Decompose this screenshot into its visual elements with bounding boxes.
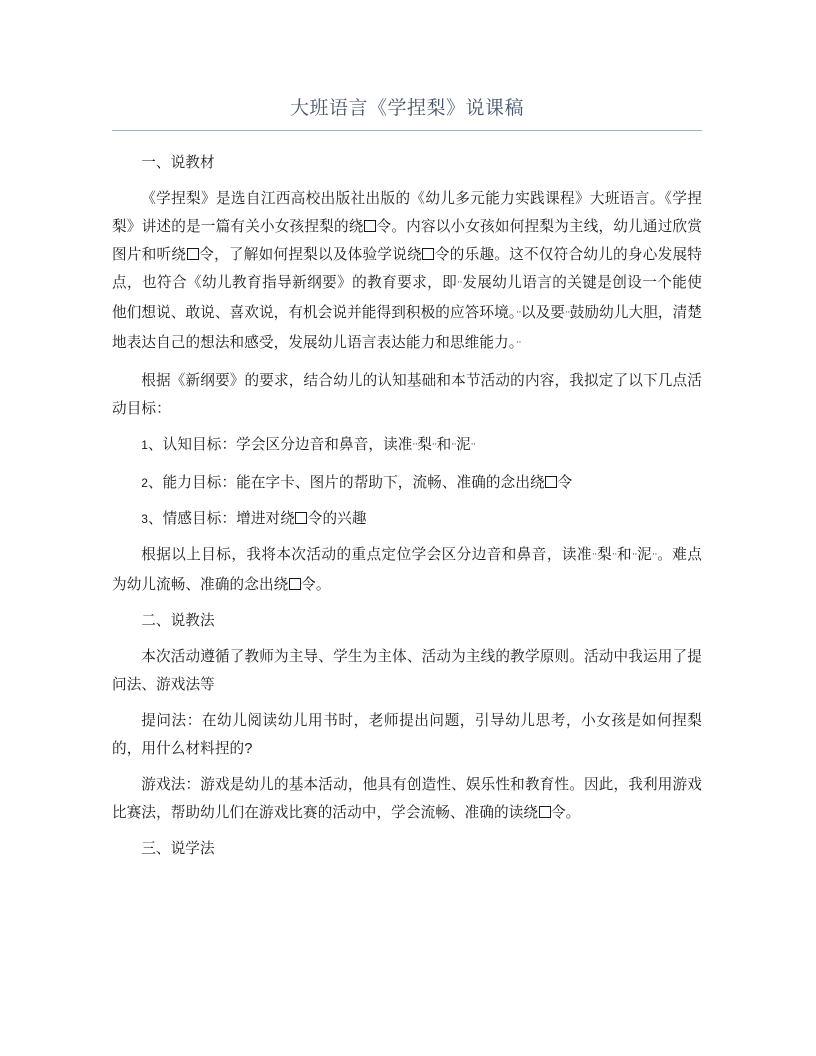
list-item-goal-1 bbox=[112, 431, 702, 461]
section-heading-2-text: 二、说教法 bbox=[141, 613, 215, 629]
para3-seg-c: 令。 bbox=[301, 577, 331, 593]
quote-mark-icon: ·· bbox=[431, 440, 437, 450]
para2-text: 根据《新纲要》的要求，结合幼儿的认知基础和本节活动的内容，我拟定了以下几点活动目标： bbox=[112, 373, 702, 417]
missing-glyph-box-icon bbox=[422, 248, 434, 260]
paragraph-goals-intro bbox=[112, 367, 702, 423]
para1-seg-e: 发展幼儿语言的关键是创设一个能使他们想说、敢说、喜欢说，有机会说并能得到积极的应答环境。 bbox=[112, 275, 702, 321]
goal1-text: 认知目标：学会区分边音和鼻音，读准 bbox=[162, 437, 413, 453]
para1-seg-d: 令的乐趣。这不仅符合幼儿的身心发展特点，也符合《幼儿教育指导新纲要》的教育要求，即 bbox=[112, 247, 702, 291]
para3-seg-b: 。难点为幼儿流畅、准确的念出绕 bbox=[112, 547, 702, 593]
section-heading-3-text: 三、说学法 bbox=[141, 841, 215, 857]
para3-word-b: 泥 bbox=[636, 547, 653, 563]
goal2-text-a: 能力目标：能在字卡、图片的帮助下，流畅、准确的念出绕 bbox=[162, 475, 545, 491]
title-divider bbox=[112, 130, 702, 131]
page-title-text: 大班语言《学捏梨》说课稿 bbox=[289, 98, 524, 119]
section-heading-2 bbox=[112, 607, 702, 635]
quote-mark-icon: ·· bbox=[591, 550, 597, 560]
list-marker-number: 2 bbox=[141, 476, 148, 490]
page-title bbox=[112, 0, 702, 122]
list-item-goal-3 bbox=[112, 505, 702, 533]
quote-mark-icon: ·· bbox=[451, 440, 457, 450]
quote-mark-icon: ·· bbox=[470, 440, 476, 450]
goal3-text-a: 情感目标：增进对绕 bbox=[162, 511, 295, 527]
quote-mark-icon: ·· bbox=[516, 338, 521, 348]
section-heading-1 bbox=[112, 149, 702, 177]
quote-mark-icon: ·· bbox=[611, 550, 617, 560]
list-marker-number: 3 bbox=[141, 512, 148, 526]
para6-seg-b: 令。 bbox=[550, 805, 581, 821]
quote-mark-icon: ·· bbox=[412, 440, 418, 450]
quote-mark-icon: ·· bbox=[632, 550, 637, 560]
missing-glyph-box-icon bbox=[289, 578, 301, 590]
para1-seg-b: 令。内容以小女孩如何捏梨为主线，幼儿通过欣赏图片和听绕 bbox=[112, 219, 703, 263]
section-heading-3 bbox=[112, 835, 702, 863]
goal1-word-b: 泥 bbox=[456, 437, 471, 453]
list-marker-sep: 、 bbox=[147, 437, 163, 453]
quote-mark-icon: ·· bbox=[516, 308, 521, 318]
para3-word-a: 梨 bbox=[596, 547, 612, 563]
missing-glyph-box-icon bbox=[539, 806, 551, 818]
para1-seg-c: 令，了解如何捏梨以及体验学说绕 bbox=[199, 247, 422, 263]
para3-mid: 和 bbox=[616, 547, 633, 563]
missing-glyph-box-icon bbox=[364, 220, 376, 232]
list-marker-number: 1 bbox=[141, 438, 148, 452]
quote-mark-icon: ·· bbox=[457, 278, 462, 288]
goal1-word-a: 梨 bbox=[417, 437, 432, 453]
goal1-mid: 和 bbox=[436, 437, 452, 453]
para4-text: 本次活动遵循了教师为主导、学生为主体、活动为主线的教学原则。活动中我运用了提问法、游戏法等 bbox=[112, 649, 702, 693]
document-content bbox=[112, 0, 702, 871]
paragraph-question-method bbox=[112, 707, 702, 763]
list-marker-sep: 、 bbox=[147, 511, 163, 527]
para6-seg-a: 游戏法：游戏是幼儿的基本活动，他具有创造性、娱乐性和教育性。因此，我利用游戏比赛法，帮助幼儿们在游戏比赛的活动中，学会流畅、准确的读绕 bbox=[112, 777, 702, 821]
paragraph-game-method bbox=[112, 771, 702, 827]
list-item-goal-2 bbox=[112, 469, 702, 497]
quote-mark-icon: ·· bbox=[565, 308, 570, 318]
missing-glyph-box-icon bbox=[187, 248, 199, 260]
para1-seg-f: 以及要 bbox=[520, 305, 565, 321]
paragraph-teaching-material bbox=[112, 185, 702, 359]
goal2-text-b: 令 bbox=[557, 475, 573, 491]
para5-text: 提问法：在幼儿阅读幼儿用书时，老师提出问题，引导幼儿思考，小女孩是如何捏梨的，用什么材料捏的? bbox=[112, 713, 702, 757]
goal3-text-b: 令的兴趣 bbox=[307, 511, 367, 527]
list-marker-sep: 、 bbox=[147, 475, 163, 491]
missing-glyph-box-icon bbox=[295, 512, 307, 524]
paragraph-key-difficulty bbox=[112, 541, 702, 599]
document-body bbox=[112, 149, 702, 863]
paragraph-teaching-principle bbox=[112, 643, 702, 699]
quote-mark-icon: ·· bbox=[652, 550, 657, 560]
missing-glyph-box-icon bbox=[545, 476, 557, 488]
section-heading-1-text: 一、说教材 bbox=[141, 155, 215, 171]
para3-seg-a: 根据以上目标，我将本次活动的重点定位学会区分边音和鼻音，读准 bbox=[141, 547, 592, 563]
para1-seg-a: 《学捏梨》是选自江西高校出版社出版的《幼儿多元能力实践课程》大班语言。《学捏梨》讲述的是一篇有关小女孩捏梨的绕 bbox=[112, 191, 702, 235]
para1-seg-g: 鼓励幼儿大胆，清楚地表达自己的想法和感受，发展幼儿语言表达能力和思维能力。 bbox=[112, 305, 702, 351]
